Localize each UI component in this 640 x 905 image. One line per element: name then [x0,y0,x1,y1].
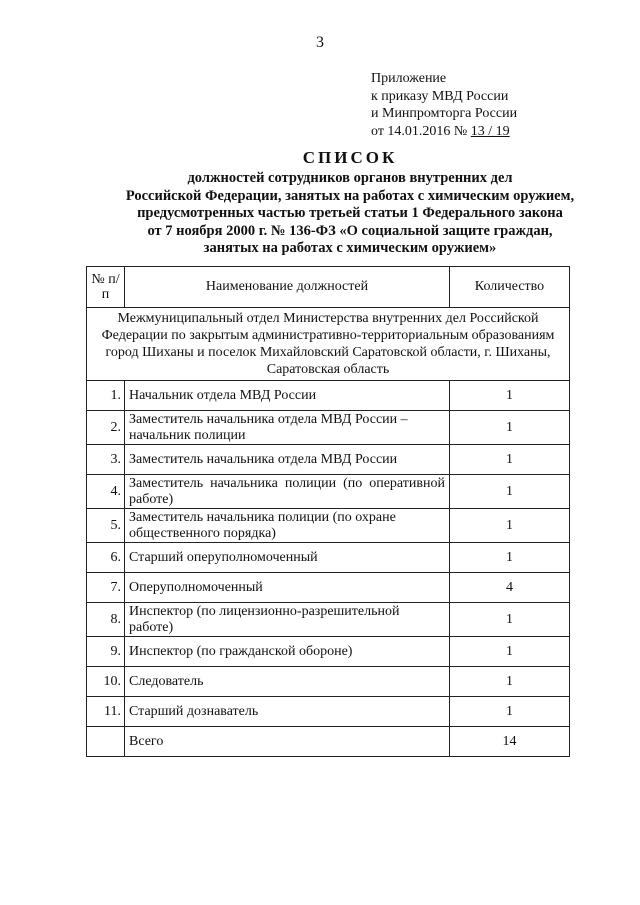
row-number: 2. [87,411,125,445]
row-position: Оперуполномоченный [125,573,450,603]
positions-table [86,266,570,757]
row-quantity: 1 [450,381,570,411]
row-position: Старший оперуполномоченный [125,543,450,573]
table-row [87,381,570,411]
header-number: № п/п [87,267,125,308]
table-row [87,411,570,445]
subtitle-line: от 7 ноября 2000 г. № 136-ФЗ «О социальной защите граждан, [147,222,553,239]
row-position: Заместитель начальника полиции (по оперативной работе) [125,475,450,509]
row-quantity: 1 [450,637,570,667]
table-row [87,543,570,573]
table-row [87,667,570,697]
row-number: 6. [87,543,125,573]
table-row [87,445,570,475]
table-row [87,697,570,727]
total-row [87,727,570,757]
row-quantity: 1 [450,667,570,697]
table-row [87,509,570,543]
row-quantity: 1 [450,411,570,445]
row-number: 3. [87,445,125,475]
title-block [60,148,640,258]
row-position: Старший дознаватель [125,697,450,727]
appendix-line-2: к приказу МВД России [371,88,509,104]
row-quantity: 1 [450,509,570,543]
row-number: 1. [87,381,125,411]
row-quantity: 1 [450,603,570,637]
row-number: 4. [87,475,125,509]
page-number: 3 [316,34,324,51]
appendix-date-line [371,123,517,141]
appendix-block [371,70,517,140]
subtitle-line: Российской Федерации, занятых на работах с химическим оружием, [125,187,575,204]
subtitle-line: предусмотренных частью третьей статьи 1 Федерального закона [137,205,563,221]
row-quantity: 4 [450,573,570,603]
row-number: 5. [87,509,125,543]
row-position: Начальник отдела МВД России [125,381,450,411]
section-title: Межмуниципальный отдел Министерства внутренних дел Российской Федерации по закрытым административно-территориальным образованиям город Шиханы и поселок Михайловский Саратовской области, г. Шиханы, Саратовская область [87,308,570,381]
appendix-order-number: 13 / 19 [470,123,510,139]
table-row [87,475,570,509]
row-number: 11. [87,697,125,727]
row-position: Заместитель начальника полиции (по охране общественного порядка) [125,509,450,543]
row-position: Инспектор (по гражданской обороне) [125,637,450,667]
row-number: 9. [87,637,125,667]
row-quantity: 1 [450,475,570,509]
appendix-date: от 14.01.2016 № [371,123,468,139]
row-quantity: 1 [450,445,570,475]
subtitle-line: занятых на работах с химическим оружием» [203,240,497,256]
appendix-line-1: Приложение [371,71,447,86]
row-number: 8. [87,603,125,637]
section-row [87,308,570,381]
row-position: Заместитель начальника отдела МВД России [125,445,450,475]
row-position: Следователь [125,667,450,697]
row-position: Инспектор (по лицензионно-разрешительной работе) [125,603,450,637]
row-position: Заместитель начальника отдела МВД России – начальник полиции [125,411,450,445]
document-title: СПИСОК [302,148,398,167]
row-quantity: 1 [450,697,570,727]
table-row [87,573,570,603]
header-name: Наименование должностей [125,267,450,308]
document-subtitle [60,170,640,258]
row-number: 10. [87,667,125,697]
total-label: Всего [125,727,450,757]
row-quantity: 1 [450,543,570,573]
table-row [87,603,570,637]
row-number: 7. [87,573,125,603]
appendix-line-3: и Минпромторга России [371,106,518,121]
subtitle-line: должностей сотрудников органов внутренних дел [187,170,513,186]
header-quantity: Количество [450,267,570,308]
table-header-row [87,267,570,308]
table-row [87,637,570,667]
total-quantity: 14 [450,727,570,757]
